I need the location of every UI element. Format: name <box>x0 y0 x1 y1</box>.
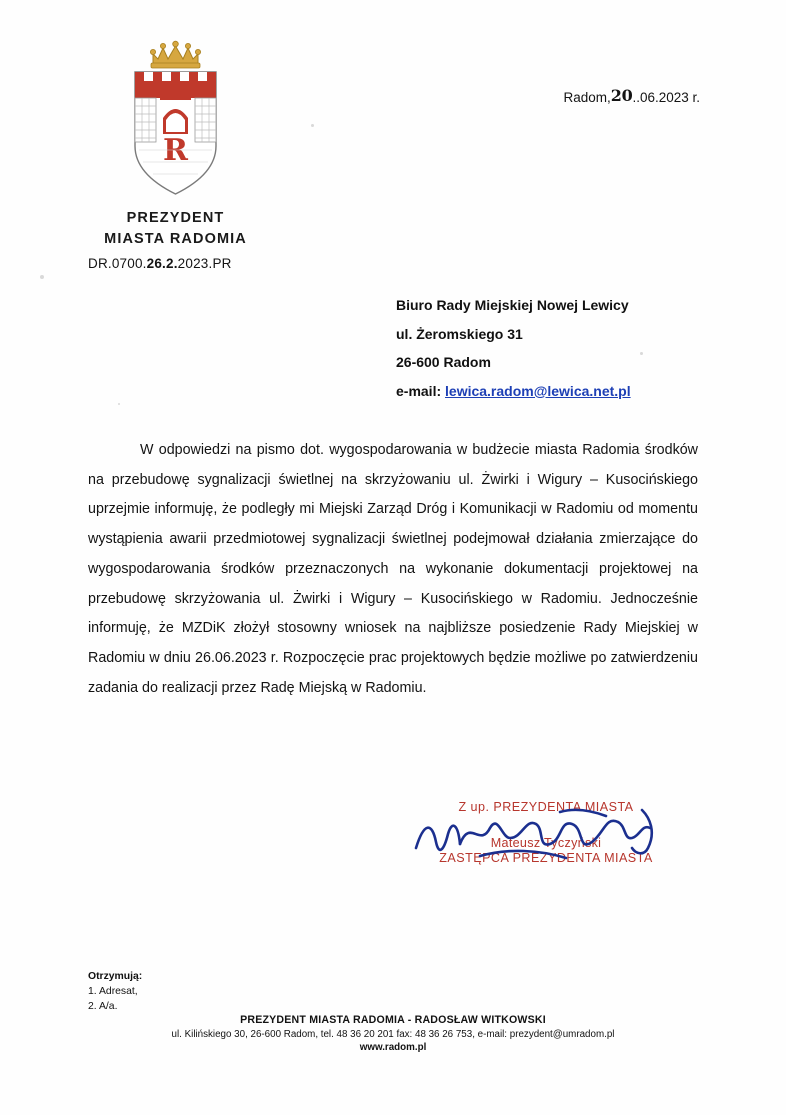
footer-authority: PREZYDENT MIASTA RADOMIA - RADOSŁAW WITKOWSKI <box>240 1014 546 1026</box>
signature-block <box>396 800 696 865</box>
letter-body <box>88 436 698 704</box>
addressee-block <box>396 291 631 405</box>
recipients-item-2: 2. A/a. <box>88 1001 118 1013</box>
scan-speckle <box>640 352 643 355</box>
recipients-item-1: 1. Adresat, <box>88 986 138 998</box>
footer-contact: ul. Kilińskiego 30, 26-600 Radom, tel. 48 36 20 201 fax: 48 36 26 753, e-mail: prezydent@umradom.pl <box>171 1029 615 1040</box>
reference-prefix: DR.0700. <box>88 256 147 271</box>
letterhead <box>88 34 263 250</box>
office-title <box>88 208 263 250</box>
email-link[interactable]: lewica.radom@lewica.net.pl <box>445 382 631 399</box>
reference-suffix: 2023.PR <box>177 256 232 271</box>
body-paragraph: W odpowiedzi na pismo dot. wygospodarowania w budżecie miasta Radomia środków na przebudowę sygnalizacji świetlnej na skrzyżowaniu ul. Żwirki i Wigury – Kusocińskiego uprzejmie informuję, że podległy mi Miejski Zarząd Dróg i Komunikacji w Radomiu od momentu wystąpienia awarii przedmiotowej sygnalizacji świetlnej podejmował działania zmierzające do wygospodarowania środków przeznaczonych na wykonanie dokumentacji projektowej na przebudowę skrzyżowania ul. Żwirki i Wigury – Kusocińskiego w Radomiu. Jednocześnie informuję, że MZDiK złożył stosowny wniosek na najbliższe posiedzenie Rady Miejskiej w Radomiu w dniu 26.06.2023 r. Rozpoczęcie prac projektowych będzie możliwe po zatwierdzeniu zadania do realizacji przez Radę Miejską w Radomiu. <box>88 442 698 696</box>
reference-number <box>88 256 232 271</box>
place-and-date <box>563 87 700 106</box>
scan-speckle <box>40 275 44 279</box>
radom-coat-of-arms-icon <box>123 34 228 199</box>
reference-bold: 26.2. <box>146 256 178 271</box>
addressee-email-row <box>396 377 631 406</box>
printed-date: ..06.2023 r. <box>632 90 700 105</box>
addressee-line-1: Biuro Rady Miejskiej Nowej Lewicy <box>396 297 629 313</box>
on-behalf-line: Z up. PREZYDENTA MIASTA <box>458 800 634 814</box>
signer-role: ZASTĘPCA PREZYDENTA MIASTA <box>439 851 653 865</box>
footer-website: www.radom.pl <box>359 1042 427 1053</box>
office-title-line1: PREZYDENT <box>126 210 225 226</box>
recipients-title: Otrzymują: <box>88 971 143 982</box>
addressee-line-3: 26-600 Radom <box>396 354 491 371</box>
recipients-list <box>88 969 142 1014</box>
svg-text:R: R <box>163 133 188 168</box>
email-label: e-mail: <box>396 382 446 399</box>
office-title-line2: MIASTA RADOMIA <box>104 231 247 248</box>
scan-speckle <box>311 124 314 127</box>
place-label: Radom, <box>563 90 611 105</box>
addressee-line-2: ul. Żeromskiego 31 <box>396 325 523 342</box>
signer-name: Mateusz Tyczyński <box>490 836 602 850</box>
scan-speckle <box>118 403 120 405</box>
document-footer <box>0 1014 786 1053</box>
handwritten-day: 20 <box>610 86 633 105</box>
